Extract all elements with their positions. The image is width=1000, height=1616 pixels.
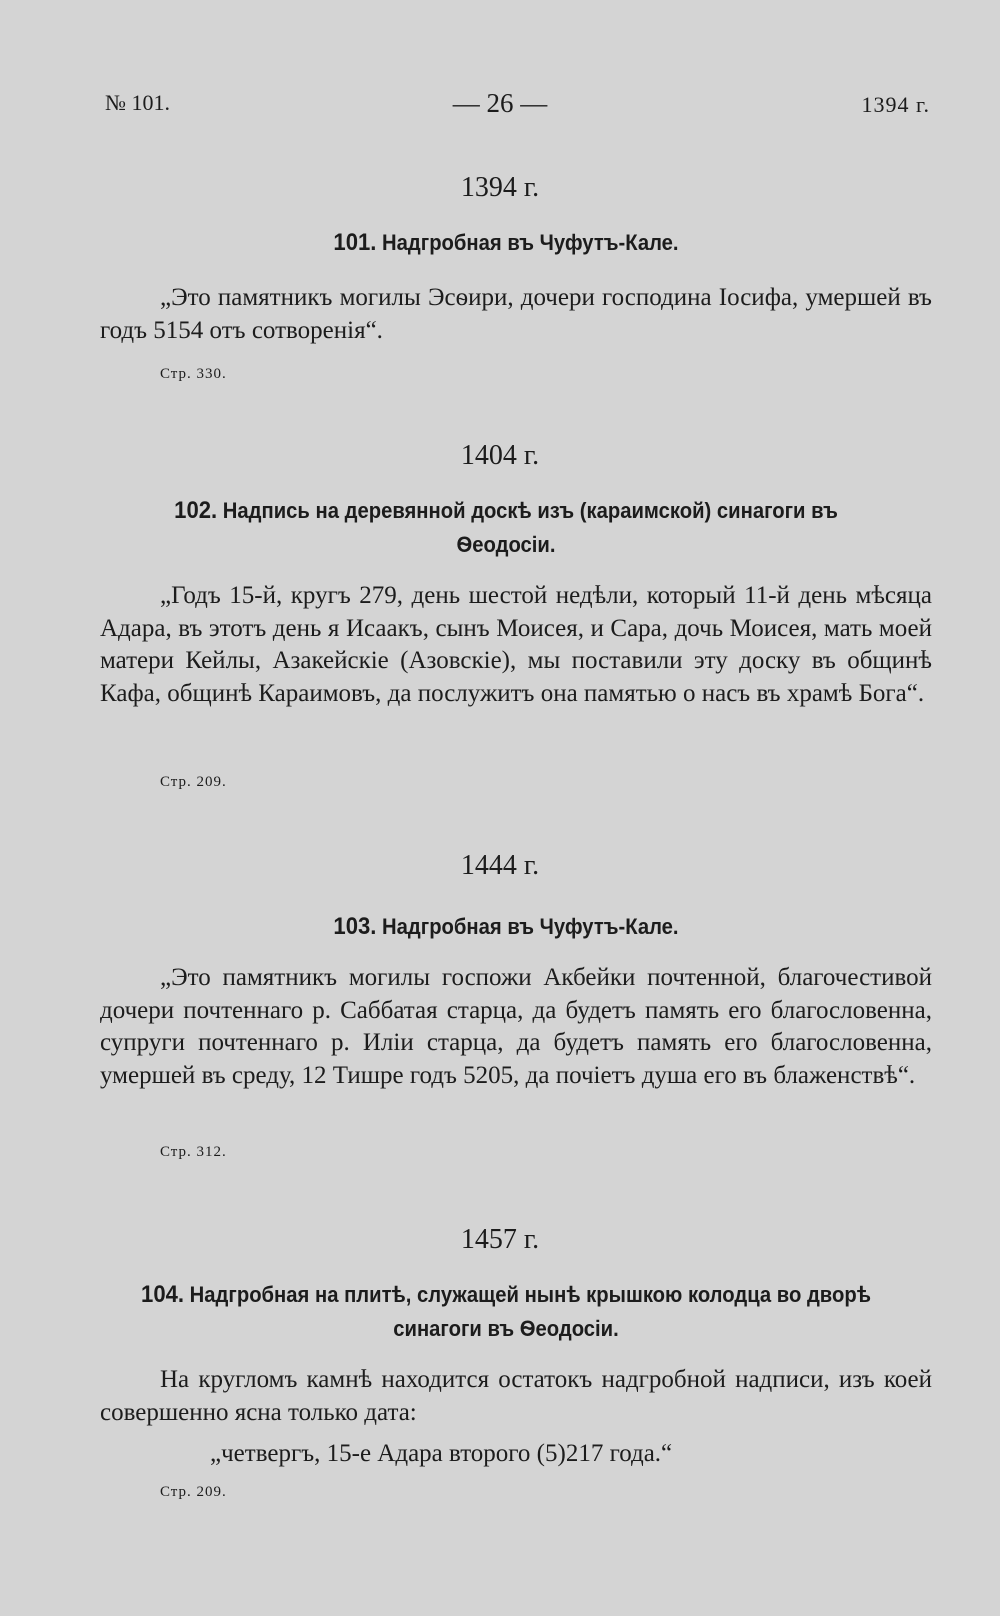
- document-number: № 101.: [105, 90, 170, 115]
- entry-text: „Это памятникъ могилы Эсѳири, дочери господина Іосифа, умершей въ годъ 5154 отъ сотворенія“.: [100, 284, 932, 344]
- date-quote: „четвергъ, 15-е Адара второго (5)217 года.“: [210, 1440, 673, 1467]
- page-number: — 26 —: [452, 88, 548, 118]
- entry-title: Надгробная на плитѣ, служащей нынѣ крышкою колодца во дворѣ синагоги въ Ѳеодосіи.: [189, 1282, 871, 1341]
- entry-heading: [129, 1278, 883, 1346]
- source-reference: Стр. 209.: [160, 774, 227, 790]
- running-year: 1394 г.: [861, 92, 930, 117]
- source-reference: Стр. 209.: [160, 1484, 227, 1500]
- section-year: 1444 г.: [460, 850, 540, 881]
- source-reference: Стр. 330.: [160, 366, 227, 382]
- entry-number: 102.: [174, 497, 218, 524]
- entry-number: 101.: [333, 229, 377, 256]
- entry-heading: [129, 910, 883, 944]
- section-year: 1404 г.: [460, 440, 540, 471]
- section-year: 1457 г.: [460, 1224, 540, 1255]
- entry-number: 103.: [333, 913, 377, 940]
- section-year: 1394 г.: [460, 172, 540, 203]
- entry-title: Надгробная въ Чуфутъ-Кале.: [382, 914, 679, 939]
- entry-heading: [129, 494, 883, 562]
- entry-heading: [129, 226, 883, 260]
- entry-text: „Годъ 15-й, кругъ 279, день шестой недѣли, который 11-й день мѣсяца Адара, въ этотъ день я Исаакъ, сынъ Моисея, и Сара, дочь Моисея, мать моей матери Кейлы, Азакейскіе (Азовскіе), мы поставили эту доску въ общинѣ Кафа, общинѣ Караимовъ, да послужитъ она памятью о насъ въ храмѣ Бога“.: [100, 582, 932, 707]
- entry-text: „Это памятникъ могилы госпожи Акбейки почтенной, благочестивой дочери почтеннаго р. Саббатая старца, да будетъ память его благословенна, супруги почтеннаго р. Иліи старца, да будетъ память его благословенна, умершей въ среду, 12 Тишре годъ 5205, да почіетъ душа его въ блаженствѣ“.: [100, 964, 932, 1089]
- entry-number: 104.: [141, 1281, 185, 1308]
- source-reference: Стр. 312.: [160, 1144, 227, 1160]
- entry-text: На кругломъ камнѣ находится остатокъ надгробной надписи, изъ коей совершенно ясна только дата:: [100, 1366, 932, 1426]
- entry-title: Надпись на деревянной доскѣ изъ (караимской) синагоги въ Ѳеодосіи.: [222, 498, 838, 557]
- running-head: [0, 90, 1000, 130]
- entry-title: Надгробная въ Чуфутъ-Кале.: [382, 230, 679, 255]
